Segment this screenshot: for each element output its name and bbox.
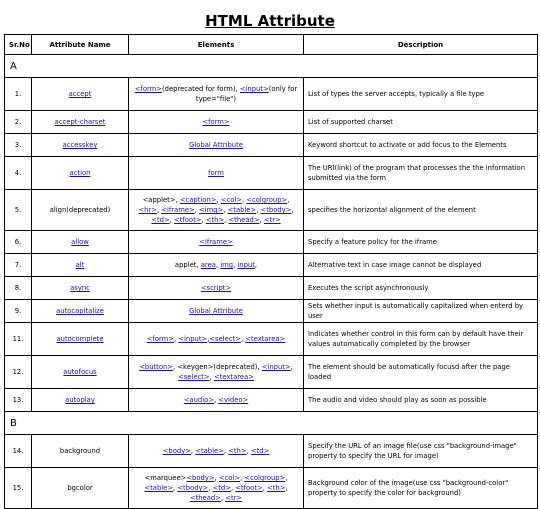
element-text: , bbox=[209, 373, 214, 381]
element-link[interactable]: <col> bbox=[220, 196, 242, 204]
attribute-name-link[interactable]: accept-charset bbox=[54, 118, 106, 126]
elements-cell bbox=[129, 468, 304, 509]
table-body bbox=[5, 55, 538, 509]
row-number: 14. bbox=[5, 435, 32, 468]
element-link[interactable]: <textarea> bbox=[213, 373, 254, 381]
element-text: , bbox=[214, 474, 219, 482]
element-link[interactable]: img bbox=[220, 261, 234, 269]
attribute-name-link[interactable]: accept bbox=[68, 90, 92, 98]
table-row bbox=[5, 389, 538, 412]
description-cell: List of types the server accepts, typically a file type bbox=[304, 78, 538, 111]
element-link[interactable]: <video> bbox=[218, 396, 249, 404]
row-number: 3. bbox=[5, 134, 32, 157]
attribute-name-link[interactable]: autofocus bbox=[63, 368, 97, 376]
description-cell: Keyword shortcut to activate or add focus to the Elements bbox=[304, 134, 538, 157]
element-link[interactable]: <textarea> bbox=[245, 335, 286, 343]
elements-cell bbox=[129, 277, 304, 300]
element-text: <applet>, bbox=[142, 196, 180, 204]
table-row bbox=[5, 468, 538, 509]
description-cell: The audio and video should play as soon as possible bbox=[304, 389, 538, 412]
element-link[interactable]: <img> bbox=[199, 206, 224, 214]
elements-cell bbox=[129, 134, 304, 157]
element-text: <marquee> bbox=[144, 474, 187, 482]
description-cell: The URI(link) of the program that processes the the information submitted via the form bbox=[304, 157, 538, 190]
element-link[interactable]: <input> bbox=[261, 363, 291, 371]
attribute-name-cell bbox=[32, 231, 129, 254]
element-link[interactable]: <hr> bbox=[138, 206, 157, 214]
row-number: 6. bbox=[5, 231, 32, 254]
attribute-name-link[interactable]: autocomplete bbox=[56, 335, 104, 343]
element-link[interactable]: <tfoot> bbox=[174, 216, 202, 224]
table-row bbox=[5, 323, 538, 356]
element-link[interactable]: <select> bbox=[178, 373, 210, 381]
attribute-name-cell bbox=[32, 389, 129, 412]
element-link[interactable]: Global Attribute bbox=[189, 307, 243, 315]
attribute-name-cell bbox=[32, 78, 129, 111]
element-text: , bbox=[291, 206, 294, 214]
element-link[interactable]: <col> bbox=[218, 474, 241, 482]
element-text: , bbox=[256, 206, 261, 214]
element-text: , <keygen>(deprecated), bbox=[173, 363, 262, 371]
table-header bbox=[5, 35, 538, 55]
description-cell: Background color of the image(use css "background-color" property to specify the color for background) bbox=[304, 468, 538, 509]
description-cell: Indicates whether control in this form can by default have their values automatically completed by the browser bbox=[304, 323, 538, 356]
element-link[interactable]: <form> bbox=[146, 335, 174, 343]
attribute-name: bgcolor bbox=[67, 484, 93, 492]
element-text: , bbox=[194, 206, 200, 214]
element-link[interactable]: <thead> bbox=[189, 494, 221, 502]
attribute-name-cell bbox=[32, 277, 129, 300]
attribute-table bbox=[4, 34, 538, 509]
element-link[interactable]: <th> bbox=[228, 447, 247, 455]
attribute-name-cell bbox=[32, 356, 129, 389]
table-row bbox=[5, 277, 538, 300]
table-row bbox=[5, 111, 538, 134]
element-text: (only for type="file") bbox=[195, 85, 298, 103]
attribute-name-link[interactable]: alt bbox=[75, 261, 85, 269]
elements-cell bbox=[129, 78, 304, 111]
element-text: , bbox=[173, 335, 179, 343]
element-link[interactable]: <body> bbox=[162, 447, 191, 455]
row-number: 9. bbox=[5, 300, 32, 323]
attribute-name: background bbox=[59, 447, 101, 455]
element-text: (deprecated for form), bbox=[161, 85, 240, 93]
description-cell: The element should be automatically focusd after the page loaded bbox=[304, 356, 538, 389]
elements-cell bbox=[129, 323, 304, 356]
element-link[interactable]: input bbox=[237, 261, 255, 269]
attribute-name-cell bbox=[32, 111, 129, 134]
attribute-name-cell bbox=[32, 190, 129, 231]
attribute-name-link[interactable]: allow bbox=[71, 238, 89, 246]
element-link[interactable]: <tbody> bbox=[177, 484, 209, 492]
elements-cell bbox=[129, 190, 304, 231]
element-link[interactable]: <iframe> bbox=[161, 206, 195, 214]
table-row bbox=[5, 356, 538, 389]
element-link[interactable]: <tr> bbox=[263, 216, 281, 224]
header-description: Description bbox=[304, 35, 538, 55]
table-row bbox=[5, 78, 538, 111]
row-number: 13. bbox=[5, 389, 32, 412]
element-link[interactable]: Global Attribute bbox=[189, 141, 243, 149]
element-text: , bbox=[240, 474, 245, 482]
header-elements: Elements bbox=[129, 35, 304, 55]
element-text: , bbox=[254, 261, 258, 269]
table-row bbox=[5, 190, 538, 231]
elements-cell bbox=[129, 157, 304, 190]
attribute-name-cell bbox=[32, 134, 129, 157]
row-number: 5. bbox=[5, 190, 32, 231]
table-row bbox=[5, 134, 538, 157]
element-link[interactable]: area bbox=[200, 261, 216, 269]
element-link[interactable]: <body> bbox=[186, 474, 215, 482]
element-text: , bbox=[285, 474, 288, 482]
description-cell: Sets whether input is automatically capitalized when enterd by user bbox=[304, 300, 538, 323]
element-text: , bbox=[169, 216, 174, 224]
element-link[interactable]: <caption> bbox=[179, 196, 217, 204]
element-text: , bbox=[290, 363, 293, 371]
attribute-name-cell bbox=[32, 254, 129, 277]
element-link[interactable]: <select> bbox=[209, 335, 241, 343]
element-link[interactable]: <iframe> bbox=[199, 238, 233, 246]
element-link[interactable]: <form> bbox=[134, 85, 162, 93]
element-text: , bbox=[223, 206, 228, 214]
attribute-name-cell bbox=[32, 468, 129, 509]
group-row bbox=[5, 412, 538, 435]
attribute-name-link[interactable]: autocapitalize bbox=[56, 307, 104, 315]
element-text: , bbox=[224, 216, 229, 224]
element-text: , bbox=[220, 494, 226, 502]
attribute-name-link[interactable]: async bbox=[70, 284, 90, 292]
element-link[interactable]: <audio> bbox=[183, 396, 214, 404]
elements-cell bbox=[129, 356, 304, 389]
description-cell: List of supported charset bbox=[304, 111, 538, 134]
element-link[interactable]: <td> bbox=[250, 447, 270, 455]
element-text: , bbox=[287, 196, 290, 204]
element-text: , bbox=[190, 447, 196, 455]
element-text: , bbox=[208, 484, 213, 492]
element-link[interactable]: <td> bbox=[151, 216, 170, 224]
element-link[interactable]: <table> bbox=[227, 206, 257, 214]
element-text: , bbox=[216, 196, 221, 204]
row-number: 4. bbox=[5, 157, 32, 190]
element-text: , bbox=[215, 261, 221, 269]
row-number: 15. bbox=[5, 468, 32, 509]
attribute-name-link[interactable]: autoplay bbox=[65, 396, 95, 404]
elements-cell bbox=[129, 435, 304, 468]
table-row bbox=[5, 300, 538, 323]
table-row bbox=[5, 435, 538, 468]
element-link[interactable]: <input> bbox=[239, 85, 269, 93]
element-link[interactable]: <th> bbox=[205, 216, 225, 224]
element-text: , bbox=[207, 335, 210, 343]
row-number: 11. bbox=[5, 323, 32, 356]
attribute-name-cell bbox=[32, 323, 129, 356]
element-link[interactable]: <table> bbox=[144, 484, 174, 492]
header-attribute-name: Attribute Name bbox=[32, 35, 129, 55]
table-row bbox=[5, 157, 538, 190]
elements-cell bbox=[129, 111, 304, 134]
description-cell: Specify a feature policy for the iframe bbox=[304, 231, 538, 254]
element-link[interactable]: <td> bbox=[212, 484, 231, 492]
row-number: 8. bbox=[5, 277, 32, 300]
element-link[interactable]: <th> bbox=[267, 484, 286, 492]
attribute-name-link[interactable]: action bbox=[69, 169, 91, 177]
row-number: 1. bbox=[5, 78, 32, 111]
attribute-name: align(deprecated) bbox=[49, 206, 111, 214]
element-link[interactable]: <form> bbox=[202, 118, 230, 126]
element-text: , bbox=[213, 396, 219, 404]
element-link[interactable]: <tbody> bbox=[260, 206, 292, 214]
element-text: applet, bbox=[174, 261, 201, 269]
element-link[interactable]: form bbox=[208, 169, 224, 177]
description-cell: Executes the script asynchronously bbox=[304, 277, 538, 300]
element-text: , bbox=[259, 216, 264, 224]
group-letter: A bbox=[5, 55, 538, 78]
group-letter: B bbox=[5, 412, 538, 435]
element-text: , bbox=[262, 484, 268, 492]
element-text: , bbox=[233, 261, 238, 269]
attribute-name-cell bbox=[32, 435, 129, 468]
element-link[interactable]: <input> bbox=[178, 335, 208, 343]
element-text: , bbox=[223, 447, 229, 455]
element-link[interactable]: <thead> bbox=[228, 216, 260, 224]
table-row bbox=[5, 254, 538, 277]
element-text: , bbox=[230, 484, 236, 492]
element-link[interactable]: <tr> bbox=[225, 494, 243, 502]
row-number: 12. bbox=[5, 356, 32, 389]
table-row bbox=[5, 231, 538, 254]
element-link[interactable]: <colgroup> bbox=[244, 474, 286, 482]
element-text: , bbox=[201, 216, 206, 224]
attribute-name-cell bbox=[32, 157, 129, 190]
description-cell: Specify the URL of an image file(use css "background-image" property to specify the URL for image) bbox=[304, 435, 538, 468]
attribute-name-link[interactable]: accesskey bbox=[62, 141, 98, 149]
element-link[interactable]: <tfoot> bbox=[235, 484, 263, 492]
element-text: , bbox=[285, 484, 288, 492]
header-srno: Sr.No bbox=[5, 35, 32, 55]
attribute-name-cell bbox=[32, 300, 129, 323]
row-number: 7. bbox=[5, 254, 32, 277]
description-cell: specifies the horizontal alignment of the element bbox=[304, 190, 538, 231]
element-link[interactable]: <button> bbox=[139, 363, 173, 371]
element-link[interactable]: <colgroup> bbox=[246, 196, 288, 204]
row-number: 2. bbox=[5, 111, 32, 134]
element-text: , bbox=[240, 335, 246, 343]
element-text: , bbox=[173, 484, 178, 492]
page-title: HTML Attribute bbox=[205, 12, 335, 30]
group-row bbox=[5, 55, 538, 78]
elements-cell bbox=[129, 254, 304, 277]
elements-cell bbox=[129, 300, 304, 323]
element-text: , bbox=[241, 196, 247, 204]
element-link[interactable]: <table> bbox=[195, 447, 224, 455]
element-text: , bbox=[156, 206, 162, 214]
description-cell: Alternative text in case image cannot be displayed bbox=[304, 254, 538, 277]
element-text: , bbox=[246, 447, 251, 455]
elements-cell bbox=[129, 231, 304, 254]
element-link[interactable]: <script> bbox=[200, 284, 232, 292]
elements-cell bbox=[129, 389, 304, 412]
